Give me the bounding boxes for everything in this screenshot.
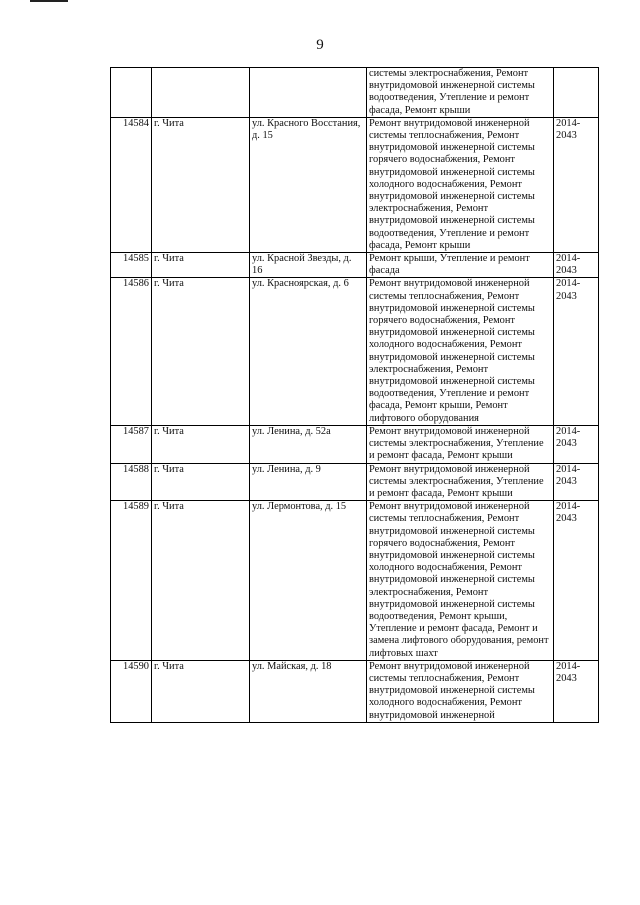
city-cell: г. Чита (152, 501, 250, 661)
period-cell: 2014-2043 (554, 117, 599, 252)
address-cell: ул. Красного Восстания, д. 15 (250, 117, 367, 252)
table-row (111, 425, 599, 463)
address-cell: ул. Ленина, д. 9 (250, 463, 367, 501)
city-cell: г. Чита (152, 660, 250, 722)
city-cell: г. Чита (152, 117, 250, 252)
corner-mark (30, 0, 68, 2)
row-number-cell (111, 68, 152, 118)
row-number-cell: 14585 (111, 253, 152, 278)
table-row (111, 463, 599, 501)
period-cell: 2014-2043 (554, 660, 599, 722)
period-cell: 2014-2043 (554, 501, 599, 661)
period-cell: 2014-2043 (554, 425, 599, 463)
works-cell: Ремонт крыши, Утепление и ремонт фасада (367, 253, 554, 278)
city-cell (152, 68, 250, 118)
table-row (111, 501, 599, 661)
row-number-cell: 14587 (111, 425, 152, 463)
address-cell: ул. Майская, д. 18 (250, 660, 367, 722)
row-number-cell: 14584 (111, 117, 152, 252)
row-number-cell: 14586 (111, 278, 152, 425)
row-number-cell: 14589 (111, 501, 152, 661)
page-number: 9 (316, 37, 324, 53)
city-cell: г. Чита (152, 278, 250, 425)
works-cell: системы электроснабжения, Ремонт внутридомовой инженерной системы водоотведения, Утепление и ремонт фасада, Ремонт крыши (367, 68, 554, 118)
table-row (111, 117, 599, 252)
works-cell: Ремонт внутридомовой инженерной системы электроснабжения, Утепление и ремонт фасада, Ремонт крыши (367, 425, 554, 463)
city-cell: г. Чита (152, 425, 250, 463)
works-cell: Ремонт внутридомовой инженерной системы теплоснабжения, Ремонт внутридомовой инженерной системы холодного водоснабжения, Ремонт внутридомовой инженерной (367, 660, 554, 722)
city-cell: г. Чита (152, 463, 250, 501)
period-cell: 2014-2043 (554, 253, 599, 278)
works-cell: Ремонт внутридомовой инженерной системы теплоснабжения, Ремонт внутридомовой инженерной системы горячего водоснабжения, Ремонт внутридомовой инженерной системы холодного водоснабжения, Ремонт внутридомовой инженерной системы электроснабжения, Ремонт внутридомовой инженерной системы водоотведения, Утепление и ремонт фасада, Ремонт крыши (367, 117, 554, 252)
works-cell: Ремонт внутридомовой инженерной системы теплоснабжения, Ремонт внутридомовой инженерной системы горячего водоснабжения, Ремонт внутридомовой инженерной системы холодного водоснабжения, Ремонт внутридомовой инженерной системы электроснабжения, Ремонт внутридомовой инженерной системы водоотведения, Ремонт крыши, Утепление и ремонт фасада, Ремонт и замена лифтового оборудования, ремонт лифтовых шахт (367, 501, 554, 661)
works-cell: Ремонт внутридомовой инженерной системы электроснабжения, Утепление и ремонт фасада, Ремонт крыши (367, 463, 554, 501)
table-body (111, 68, 599, 723)
address-cell: ул. Красноярская, д. 6 (250, 278, 367, 425)
address-cell: ул. Красной Звезды, д. 16 (250, 253, 367, 278)
address-cell (250, 68, 367, 118)
table-row (111, 253, 599, 278)
city-cell: г. Чита (152, 253, 250, 278)
period-cell (554, 68, 599, 118)
row-number-cell: 14590 (111, 660, 152, 722)
table-row (111, 68, 599, 118)
table-row (111, 278, 599, 425)
works-cell: Ремонт внутридомовой инженерной системы теплоснабжения, Ремонт внутридомовой инженерной системы горячего водоснабжения, Ремонт внутридомовой инженерной системы холодного водоснабжения, Ремонт внутридомовой инженерной системы электроснабжения, Ремонт внутридомовой инженерной системы водоотведения, Утепление и ремонт фасада, Ремонт крыши, Ремонт лифтового оборудования (367, 278, 554, 425)
address-cell: ул. Ленина, д. 52а (250, 425, 367, 463)
table-row (111, 660, 599, 722)
row-number-cell: 14588 (111, 463, 152, 501)
period-cell: 2014-2043 (554, 463, 599, 501)
address-cell: ул. Лермонтова, д. 15 (250, 501, 367, 661)
period-cell: 2014-2043 (554, 278, 599, 425)
repair-program-table (110, 67, 599, 723)
